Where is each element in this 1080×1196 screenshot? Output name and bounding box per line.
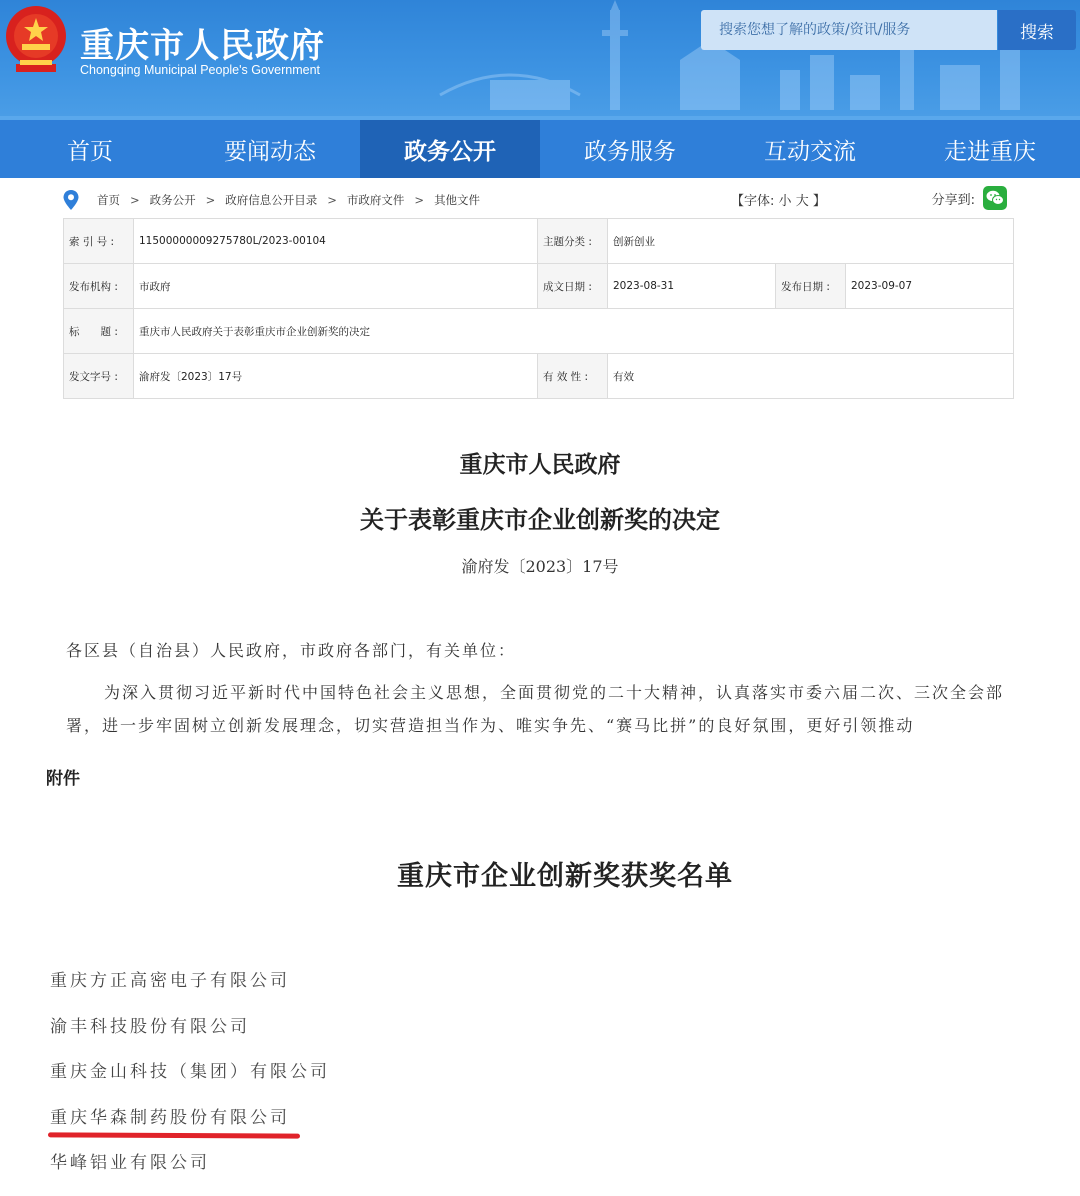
meta-title-value: 重庆市人民政府关于表彰重庆市企业创新奖的决定 [134,309,1014,354]
breadcrumb [63,186,1013,214]
font-size-prefix: 【字体: [731,194,775,209]
meta-label: 索 引 号 : [64,219,134,264]
meta-label: 发布机构 : [64,264,134,309]
search-button[interactable]: 搜索 [998,10,1076,50]
document-number: 渝府发〔2023〕17号 [461,557,619,576]
meta-topic-value: 创新创业 [608,219,1014,264]
font-size-control [731,190,826,209]
breadcrumb-item[interactable]: 政府信息公开目录 [225,193,318,207]
search-input[interactable] [701,10,997,50]
font-size-large-button[interactable]: 大 [795,194,809,209]
meta-written-date: 2023-08-31 [608,264,776,309]
site-title[interactable]: 重庆市人民政府 [80,26,325,66]
document-title-line2: 关于表彰重庆市企业创新奖的决定 [360,505,720,534]
list-item: 渝丰科技股份有限公司 [50,1016,250,1037]
meta-validity-value: 有效 [608,354,1014,399]
meta-label: 成文日期 : [538,264,608,309]
breadcrumb-item[interactable]: 市政府文件 [346,193,405,207]
nav-item-interaction[interactable]: 互动交流 [764,138,856,165]
meta-index-value: 11500000009275780L/2023-00104 [134,219,538,264]
breadcrumb-separator: > [205,193,216,207]
meta-label: 标 题 : [64,309,134,354]
list-item: 重庆方正高密电子有限公司 [50,971,290,991]
share-label: 分享到: [931,192,975,208]
main-nav [0,116,1080,178]
document-meta-table [63,218,1014,399]
font-size-small-button[interactable]: 小 [778,194,792,209]
font-size-suffix: 】 [812,194,826,209]
breadcrumb-item[interactable]: 首页 [97,193,120,207]
share-area [932,186,1007,210]
nav-item-gov-affairs[interactable]: 政务公开 [360,120,540,178]
meta-docno-value: 渝府发〔2023〕17号 [134,354,538,399]
meta-label: 主题分类 : [538,219,608,264]
meta-label: 有 效 性 : [538,354,608,399]
award-list [50,966,330,1194]
meta-label: 发文字号 : [64,354,134,399]
nav-item-home[interactable]: 首页 [67,138,113,165]
nav-item-news[interactable]: 要闻动态 [224,138,316,165]
breadcrumb-item[interactable]: 其他文件 [434,193,481,207]
breadcrumb-separator: > [327,193,337,207]
location-pin-icon [63,190,79,210]
site-subtitle: Chongqing Municipal People's Government [80,63,321,77]
breadcrumb-separator: > [130,193,140,207]
list-item: 重庆金山科技（集团）有限公司 [50,1062,330,1082]
document-title-line1: 重庆市人民政府 [459,451,621,478]
award-list-title: 重庆市企业创新奖获奖名单 [397,861,733,892]
list-item: 华峰铝业有限公司 [50,1153,210,1173]
wechat-icon[interactable] [983,186,1007,210]
national-emblem-icon [2,4,70,78]
breadcrumb-item[interactable]: 政务公开 [149,193,196,207]
attachment-label: 附件 [46,769,80,789]
document-body-paragraph: 为深入贯彻习近平新时代中国特色社会主义思想，全面贯彻党的二十大精神，认真落实市委六届二次、三次全会部署，进一步牢固树立创新发展理念，切实营造担当作为、唯实争先、“赛马比拼”的良好氛围，更好引领推动 [66,683,1005,735]
meta-label: 发布日期 : [776,264,846,309]
site-header [0,0,1080,116]
nav-item-services[interactable]: 政务服务 [584,138,676,165]
breadcrumb-separator: > [414,193,425,207]
meta-issuer-value: 市政府 [134,264,538,309]
nav-item-about[interactable]: 走进重庆 [944,138,1036,165]
document-salutation: 各区县（自治县）人民政府，市政府各部门，有关单位： [66,641,517,660]
meta-published-date: 2023-09-07 [846,264,1014,309]
list-item-highlighted: 重庆华森制药股份有限公司 [50,1107,290,1128]
